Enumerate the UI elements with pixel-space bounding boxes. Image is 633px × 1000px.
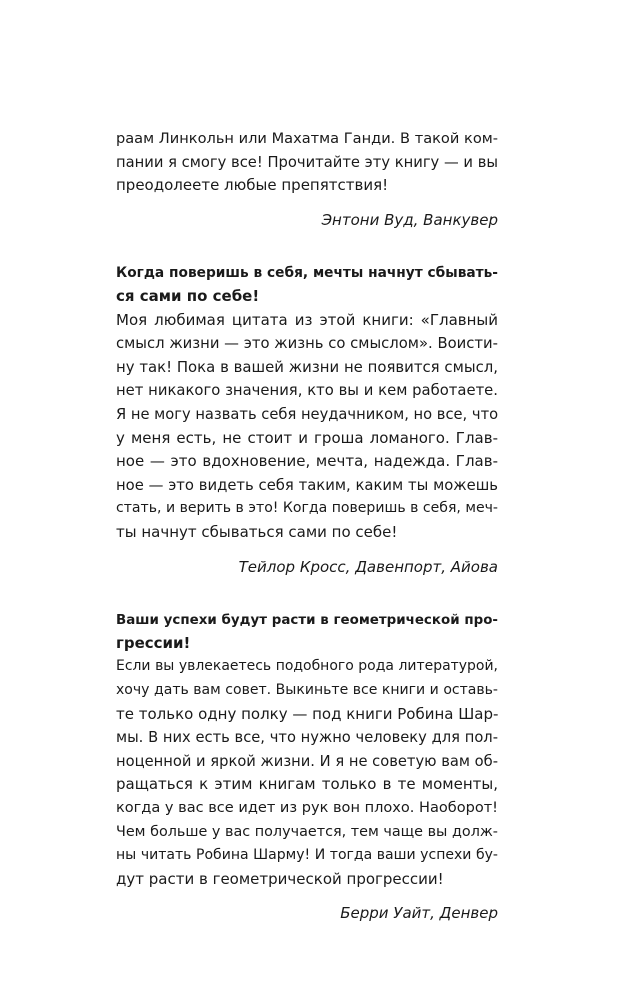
- text-line: Если вы увлекаетесь подобного рода литературой,: [116, 658, 498, 675]
- section-heading: [116, 609, 498, 656]
- text-line: те только одну полку — под книги Робина Шар-: [116, 704, 499, 723]
- text-line: ращаться к этим книгам только в те моменты,: [116, 775, 498, 794]
- text-line: ну так! Пока в вашей жизни не появится смысл,: [116, 357, 498, 376]
- text-line: ное — это видеть себя таким, каким ты можешь: [116, 476, 498, 494]
- text-line: смысл жизни — это жизнь со смыслом». Воисти-: [116, 335, 498, 353]
- heading-line: Ваши успехи будут расти в геометрической про-: [116, 612, 498, 628]
- intro-signature: Энтони Вуд, Ванкувер: [321, 210, 498, 229]
- text-line: преодолеете любые препятствия!: [116, 176, 389, 195]
- section-heading: [116, 262, 498, 309]
- text-line: ноценной и яркой жизни. И я не советую вам об-: [116, 752, 498, 770]
- text-line: раам Линкольн или Махатма Ганди. В такой ком-: [116, 130, 498, 147]
- text-line: пании я смогу все! Прочитайте эту книгу — и вы: [116, 153, 498, 171]
- text-line: дут расти в геометрической прогрессии!: [116, 869, 444, 888]
- text-line: мы. В них есть все, что нужно человеку для пол-: [116, 729, 498, 747]
- heading-line: Когда поверишь в себя, мечты начнут сбывать-: [116, 264, 498, 281]
- text-line: ты начнут сбываться сами по себе!: [116, 522, 398, 541]
- text-line: когда у вас все идет из рук вон плохо. Наоборот!: [116, 799, 498, 816]
- testimonial-section-2: [116, 609, 498, 926]
- text-line: Моя любимая цитата из этой книги: «Главный: [116, 310, 498, 329]
- text-line: Я не могу назвать себя неудачником, но все, что: [116, 405, 499, 423]
- section-signature: Берри Уайт, Денвер: [340, 904, 498, 923]
- heading-line: грессии!: [116, 633, 191, 652]
- book-page: [116, 127, 498, 925]
- intro-paragraph: [116, 127, 498, 198]
- heading-line: ся сами по себе!: [116, 287, 260, 306]
- text-line: Чем больше у вас получается, тем чаще вы долж-: [116, 823, 498, 840]
- text-line: ное — это вдохновение, мечта, надежда. Глав-: [116, 452, 498, 471]
- text-line: у меня есть, не стоит и гроша ломаного. Глав-: [116, 428, 498, 447]
- section-paragraph: [116, 309, 498, 545]
- testimonial-section-1: [116, 262, 498, 579]
- text-line: нет никакого значения, кто вы и кем работаете.: [116, 382, 498, 400]
- text-line: хочу дать вам совет. Выкиньте все книги и оставь-: [116, 681, 498, 698]
- section-paragraph: [116, 655, 498, 891]
- text-line: ны читать Робина Шарму! И тогда ваши успехи бу-: [116, 847, 498, 864]
- section-signature: Тейлор Кросс, Давенпорт, Айова: [238, 557, 498, 576]
- text-line: стать, и верить в это! Когда поверишь в себя, меч-: [116, 500, 498, 517]
